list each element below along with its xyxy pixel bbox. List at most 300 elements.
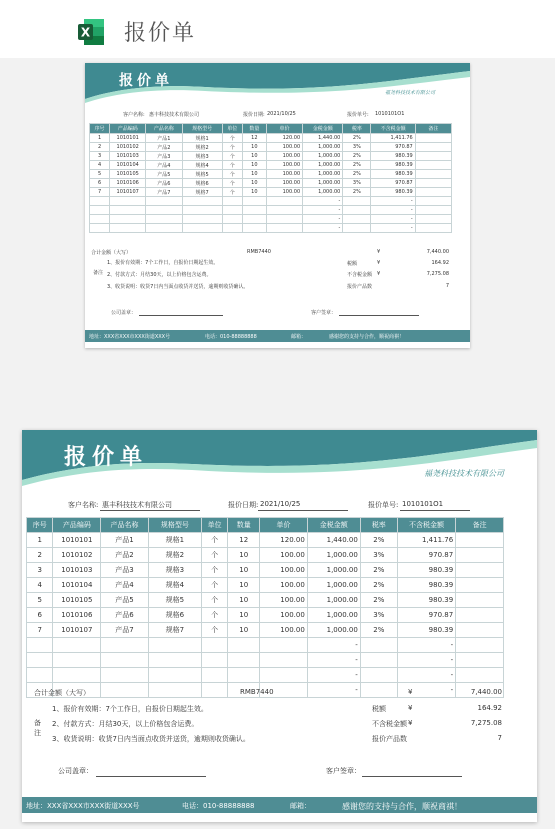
table-row: [90, 161, 452, 170]
table-cell: [101, 653, 149, 668]
table-row: [27, 593, 504, 608]
table-cell: 1,000.00: [303, 161, 343, 170]
date-label: 报价日期:: [228, 501, 259, 509]
quote-no-value: 1010101O1: [402, 500, 444, 508]
table-cell: 970.87: [397, 608, 455, 623]
table-cell: 个: [201, 578, 227, 593]
customer-sign-line: [339, 315, 419, 316]
table-cell: 120.00: [260, 533, 308, 548]
table-cell: 规格7: [148, 623, 201, 638]
table-cell: 10: [242, 143, 266, 152]
table-cell: [456, 548, 504, 563]
table-cell: 10: [228, 608, 260, 623]
table-cell: [222, 215, 242, 224]
table-cell: [343, 215, 371, 224]
note-1: 1、报价有效期：7个工作日，自报价日期起生效。: [107, 260, 219, 266]
table-cell: 1010104: [53, 578, 101, 593]
table-cell: 1,000.00: [303, 143, 343, 152]
table-cell: 3%: [360, 608, 397, 623]
table-cell: 3: [90, 152, 110, 161]
table-cell: 产品1: [101, 533, 149, 548]
table-cell: 1,411.76: [371, 134, 415, 143]
table-cell: 10: [242, 170, 266, 179]
table-cell: [146, 197, 182, 206]
table-cell: [110, 224, 146, 233]
empty-mark: -: [307, 653, 360, 668]
table-cell: 1010105: [53, 593, 101, 608]
table-cell: 2%: [360, 563, 397, 578]
table-cell: 2%: [360, 623, 397, 638]
table-cell: [110, 206, 146, 215]
table-row: [90, 152, 452, 161]
table-cell: 产品4: [146, 161, 182, 170]
quote-no-line: [400, 510, 470, 511]
table-cell: 产品6: [146, 179, 182, 188]
table-row: [90, 179, 452, 188]
footer-address: 地址：XXX省XXX市XXX街道XXX号: [26, 802, 140, 810]
empty-mark: -: [307, 668, 360, 683]
empty-row: [27, 668, 504, 683]
table-cell: 产品1: [146, 134, 182, 143]
table-cell: 规格3: [182, 152, 222, 161]
net-value: 7,275.08: [470, 719, 502, 727]
quote-no-label: 报价单号:: [347, 112, 369, 118]
quote-sheet: [22, 430, 537, 822]
table-cell: 980.39: [371, 188, 415, 197]
column-header: 规格型号: [148, 518, 201, 533]
customer-sign-label: 客户签章：: [311, 310, 337, 316]
table-cell: [456, 578, 504, 593]
table-cell: [146, 206, 182, 215]
table-cell: 980.39: [371, 152, 415, 161]
empty-mark: -: [371, 206, 415, 215]
table-cell: 个: [222, 152, 242, 161]
table-cell: 产品2: [101, 548, 149, 563]
tax-currency: ¥: [408, 704, 413, 712]
footer-email: 邮箱：: [290, 802, 311, 810]
table-cell: 个: [201, 593, 227, 608]
table-row: [27, 533, 504, 548]
customer-label: 客户名称:: [68, 501, 99, 509]
table-cell: [360, 683, 397, 698]
table-cell: [148, 653, 201, 668]
customer-value: 惠丰科技技术有限公司: [102, 501, 172, 509]
table-cell: 2%: [360, 578, 397, 593]
table-cell: 1,000.00: [303, 170, 343, 179]
table-cell: 1010105: [110, 170, 146, 179]
table-cell: [148, 668, 201, 683]
table-cell: [343, 224, 371, 233]
table-cell: [101, 638, 149, 653]
table-cell: [228, 653, 260, 668]
table-cell: 10: [228, 593, 260, 608]
table-cell: 980.39: [397, 623, 455, 638]
total-label: 合计金额（大写）: [34, 689, 90, 697]
quote-no-label: 报价单号:: [368, 501, 399, 509]
table-cell: 产品7: [146, 188, 182, 197]
table-cell: 1,000.00: [307, 608, 360, 623]
table-cell: 970.87: [397, 548, 455, 563]
sheet-footer: [85, 330, 470, 342]
table-row: [27, 563, 504, 578]
table-cell: 1,000.00: [307, 593, 360, 608]
column-header: 不含税金额: [397, 518, 455, 533]
table-cell: 2: [90, 143, 110, 152]
table-cell: 100.00: [266, 170, 302, 179]
table-cell: [27, 653, 53, 668]
table-cell: [456, 623, 504, 638]
net-currency: ¥: [377, 271, 381, 277]
table-cell: 1010107: [110, 188, 146, 197]
column-header: 金税金额: [303, 124, 343, 134]
table-cell: 2: [27, 548, 53, 563]
empty-mark: -: [397, 638, 455, 653]
tax-value: 164.92: [477, 704, 502, 712]
table-cell: 10: [242, 161, 266, 170]
table-cell: [182, 206, 222, 215]
empty-row: [27, 638, 504, 653]
table-cell: 1010102: [53, 548, 101, 563]
table-cell: 产品3: [101, 563, 149, 578]
table-row: [90, 170, 452, 179]
table-cell: 100.00: [266, 143, 302, 152]
table-cell: 2%: [343, 188, 371, 197]
sheet-footer: [22, 797, 537, 813]
table-cell: 3%: [360, 548, 397, 563]
table-cell: [415, 143, 451, 152]
empty-mark: -: [303, 215, 343, 224]
empty-mark: -: [397, 668, 455, 683]
table-cell: 个: [222, 170, 242, 179]
currency-symbol: ¥: [408, 688, 413, 696]
column-header: 备注: [456, 518, 504, 533]
table-cell: 10: [228, 578, 260, 593]
table-cell: [182, 215, 222, 224]
empty-mark: -: [371, 224, 415, 233]
table-cell: 规格5: [182, 170, 222, 179]
table-cell: 产品7: [101, 623, 149, 638]
table-cell: 6: [27, 608, 53, 623]
table-cell: 10: [242, 179, 266, 188]
net-label: 不含税金额: [372, 720, 407, 728]
table-cell: 1: [90, 134, 110, 143]
company-seal-label: 公司盖章：: [58, 767, 93, 775]
table-cell: 1010103: [110, 152, 146, 161]
table-cell: 规格4: [148, 578, 201, 593]
column-header: 产品名称: [146, 124, 182, 134]
table-cell: 1,000.00: [303, 152, 343, 161]
table-row: [27, 608, 504, 623]
empty-mark: -: [397, 683, 455, 698]
table-cell: 1010106: [110, 179, 146, 188]
empty-mark: -: [303, 206, 343, 215]
table-cell: 1,000.00: [307, 623, 360, 638]
net-value: 7,275.08: [426, 271, 449, 277]
footer-email: 邮箱：: [291, 334, 307, 340]
table-cell: [415, 134, 451, 143]
table-cell: 规格2: [182, 143, 222, 152]
table-cell: [201, 638, 227, 653]
table-cell: 7: [90, 188, 110, 197]
table-cell: 2%: [360, 533, 397, 548]
table-cell: [101, 668, 149, 683]
table-cell: [90, 224, 110, 233]
table-cell: 2%: [343, 152, 371, 161]
table-cell: [266, 224, 302, 233]
table-cell: [343, 197, 371, 206]
table-cell: 产品3: [146, 152, 182, 161]
table-row: [27, 548, 504, 563]
column-header: 税率: [360, 518, 397, 533]
table-cell: 1,440.00: [307, 533, 360, 548]
note-3: 3、收货说明：收货7日内当面点收货并送货，逾期则收货确认。: [107, 284, 249, 290]
table-cell: 个: [222, 188, 242, 197]
company-name-top: 福尧科技技术有限公司: [424, 469, 504, 478]
footer-address: 地址：XXX省XXX市XXX街道XXX号: [89, 334, 171, 340]
table-cell: 1010102: [110, 143, 146, 152]
table-cell: 规格5: [148, 593, 201, 608]
table-cell: 980.39: [397, 593, 455, 608]
table-cell: 1,000.00: [307, 548, 360, 563]
column-header: 序号: [27, 518, 53, 533]
total-value: 7,440.00: [426, 249, 449, 255]
table-cell: [146, 215, 182, 224]
table-cell: 4: [90, 161, 110, 170]
table-cell: [90, 206, 110, 215]
empty-mark: -: [303, 197, 343, 206]
notes-label: 备注: [34, 719, 41, 737]
table-cell: [228, 668, 260, 683]
table-cell: [27, 668, 53, 683]
table-cell: [27, 638, 53, 653]
column-header: 单价: [266, 124, 302, 134]
company-name-top: 福尧科技技术有限公司: [385, 90, 436, 96]
column-header: 产品编码: [53, 518, 101, 533]
column-header: 单价: [260, 518, 308, 533]
empty-mark: -: [307, 683, 360, 698]
column-header: 备注: [415, 124, 451, 134]
table-cell: 120.00: [266, 134, 302, 143]
table-cell: [242, 206, 266, 215]
table-cell: 1,411.76: [397, 533, 455, 548]
count-label: 报价产品数: [372, 735, 407, 743]
table-cell: [260, 668, 308, 683]
table-cell: 规格7: [182, 188, 222, 197]
table-cell: 2%: [360, 593, 397, 608]
date-value-line: [258, 510, 348, 511]
footer-thanks: 感谢您的支持与合作，顺祝商祺！: [342, 802, 462, 811]
quote-table-small: [89, 123, 452, 233]
table-cell: 规格2: [148, 548, 201, 563]
table-cell: 1010104: [110, 161, 146, 170]
quote-no-value: 1010101O1: [375, 111, 405, 117]
table-cell: [415, 215, 451, 224]
table-cell: 产品5: [101, 593, 149, 608]
table-cell: 6: [90, 179, 110, 188]
table-cell: 10: [242, 152, 266, 161]
tax-value: 164.92: [431, 260, 449, 266]
table-cell: 2%: [343, 161, 371, 170]
empty-row: [27, 653, 504, 668]
table-cell: [53, 668, 101, 683]
table-cell: 100.00: [266, 179, 302, 188]
table-cell: 个: [222, 161, 242, 170]
column-header: 产品编码: [110, 124, 146, 134]
count-value: 7: [497, 734, 502, 742]
table-cell: [456, 653, 504, 668]
customer-label: 客户名称:: [123, 112, 145, 118]
table-cell: [360, 653, 397, 668]
table-cell: [260, 653, 308, 668]
table-cell: [415, 224, 451, 233]
table-cell: [415, 170, 451, 179]
table-cell: [148, 683, 201, 698]
count-value: 7: [445, 283, 449, 289]
table-cell: [90, 197, 110, 206]
table-cell: 1,000.00: [307, 563, 360, 578]
table-cell: [456, 533, 504, 548]
table-cell: 980.39: [371, 170, 415, 179]
table-cell: 2%: [343, 170, 371, 179]
table-cell: 规格1: [182, 134, 222, 143]
table-row: [27, 623, 504, 638]
table-cell: [228, 638, 260, 653]
date-label: 报价日期:: [243, 112, 265, 118]
table-cell: [360, 668, 397, 683]
column-header: 数量: [242, 124, 266, 134]
net-currency: ¥: [408, 719, 413, 727]
app-title: 报价单: [124, 21, 197, 46]
company-seal-label: 公司盖章：: [111, 310, 137, 316]
empty-mark: -: [371, 197, 415, 206]
table-cell: [101, 683, 149, 698]
table-cell: 3%: [343, 143, 371, 152]
table-cell: [53, 653, 101, 668]
table-cell: [222, 224, 242, 233]
table-cell: 100.00: [266, 152, 302, 161]
table-cell: [201, 653, 227, 668]
table-cell: 100.00: [260, 593, 308, 608]
net-label: 不含税金额: [347, 272, 373, 278]
table-cell: 10: [242, 188, 266, 197]
table-cell: 产品5: [146, 170, 182, 179]
table-cell: 1010103: [53, 563, 101, 578]
table-cell: 个: [201, 608, 227, 623]
table-cell: [148, 638, 201, 653]
table-cell: [415, 188, 451, 197]
tax-label: 税额: [372, 705, 386, 713]
table-cell: 100.00: [266, 188, 302, 197]
table-cell: [222, 206, 242, 215]
count-label: 报价产品数: [347, 284, 373, 290]
table-cell: 3%: [343, 179, 371, 188]
table-cell: [415, 161, 451, 170]
company-seal-line: [96, 776, 206, 777]
company-seal-line: [139, 315, 223, 316]
quote-table: [26, 517, 504, 698]
column-header: 产品名称: [101, 518, 149, 533]
total-upper: RMB7440: [240, 688, 274, 696]
table-cell: 100.00: [260, 623, 308, 638]
table-cell: 个: [222, 179, 242, 188]
table-cell: 规格6: [148, 608, 201, 623]
table-cell: 1,000.00: [303, 188, 343, 197]
table-cell: 12: [228, 533, 260, 548]
table-cell: [110, 215, 146, 224]
table-cell: 个: [201, 548, 227, 563]
excel-icon: [76, 17, 106, 47]
table-cell: 产品6: [101, 608, 149, 623]
table-cell: 1010101: [110, 134, 146, 143]
table-cell: [415, 179, 451, 188]
table-cell: 100.00: [260, 563, 308, 578]
column-header: 规格型号: [182, 124, 222, 134]
empty-row: [90, 197, 452, 206]
app-header: [0, 0, 555, 58]
date-value: 2021/10/25: [260, 500, 301, 508]
table-cell: 2%: [343, 134, 371, 143]
table-cell: [201, 683, 227, 698]
table-cell: 1: [27, 533, 53, 548]
table-cell: [266, 206, 302, 215]
table-cell: 产品2: [146, 143, 182, 152]
currency-symbol: ¥: [377, 249, 381, 255]
table-cell: 1,000.00: [303, 179, 343, 188]
table-cell: 规格4: [182, 161, 222, 170]
column-header: 金税金额: [307, 518, 360, 533]
table-row: [90, 143, 452, 152]
empty-mark: -: [371, 215, 415, 224]
table-cell: 7: [27, 623, 53, 638]
sheet-title: 报价单: [64, 444, 149, 470]
table-cell: 100.00: [260, 578, 308, 593]
table-cell: [456, 608, 504, 623]
table-cell: 个: [201, 623, 227, 638]
table-cell: [343, 206, 371, 215]
tax-label: 税额: [347, 261, 358, 267]
table-cell: [456, 593, 504, 608]
table-cell: 规格6: [182, 179, 222, 188]
column-header: 序号: [90, 124, 110, 134]
table-cell: 10: [228, 623, 260, 638]
date-value: 2021/10/25: [267, 111, 296, 117]
tax-currency: ¥: [377, 260, 381, 266]
table-cell: 10: [228, 548, 260, 563]
sheet-title: 报价单: [119, 73, 173, 89]
column-header: 数量: [228, 518, 260, 533]
table-cell: 4: [27, 578, 53, 593]
table-cell: 1010101: [53, 533, 101, 548]
table-cell: 1010107: [53, 623, 101, 638]
table-cell: 12: [242, 134, 266, 143]
table-cell: [222, 197, 242, 206]
table-cell: 100.00: [260, 608, 308, 623]
table-cell: [266, 197, 302, 206]
table-cell: [456, 563, 504, 578]
empty-row: [90, 224, 452, 233]
table-cell: 980.39: [371, 161, 415, 170]
total-upper: RMB7440: [247, 249, 271, 255]
table-cell: [266, 215, 302, 224]
note-2: 2、付款方式：月结30天，以上价格包含运费。: [107, 272, 212, 278]
table-cell: [110, 197, 146, 206]
quote-sheet-preview: [85, 63, 470, 348]
customer-value: 惠丰科技技术有限公司: [149, 112, 200, 118]
table-cell: 1,440.00: [303, 134, 343, 143]
table-row: [90, 134, 452, 143]
customer-value-line: [100, 510, 200, 511]
table-cell: 产品4: [101, 578, 149, 593]
